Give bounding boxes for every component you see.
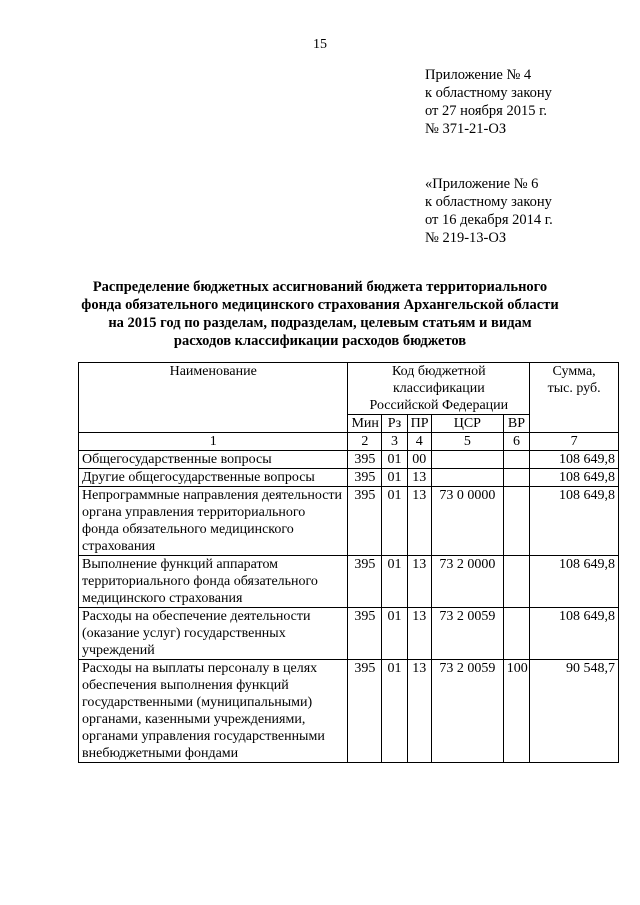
title-line2: фонда обязательного медицинского страхования Архангельской области bbox=[81, 297, 559, 313]
row-vr bbox=[503, 451, 529, 469]
column-number: 1 bbox=[79, 433, 348, 451]
table-row bbox=[79, 556, 619, 608]
title-line4: расходов классификации расходов бюджетов bbox=[173, 333, 467, 349]
row-pr: 13 bbox=[407, 556, 431, 608]
header-sum-line2: тыс. руб. bbox=[547, 381, 601, 396]
column-number: 3 bbox=[382, 433, 407, 451]
row-sum: 108 649,8 bbox=[530, 556, 619, 608]
row-name: Общегосударственные вопросы bbox=[79, 451, 348, 469]
budget-table bbox=[78, 362, 619, 763]
row-csr bbox=[431, 451, 503, 469]
row-name: Другие общегосударственные вопросы bbox=[79, 469, 348, 487]
header-min: Мин bbox=[348, 415, 382, 433]
row-rz: 01 bbox=[382, 451, 407, 469]
row-rz: 01 bbox=[382, 487, 407, 556]
row-csr: 73 0 0000 bbox=[431, 487, 503, 556]
annex-original-line4: № 219-13-ОЗ bbox=[425, 230, 507, 246]
annex-current-line4: № 371-21-ОЗ bbox=[425, 121, 507, 137]
table-row bbox=[79, 487, 619, 556]
row-pr: 13 bbox=[407, 660, 431, 763]
annex-original-line3: от 16 декабря 2014 г. bbox=[425, 212, 553, 228]
row-pr: 13 bbox=[407, 469, 431, 487]
row-name: Расходы на обеспечение деятельности (оказание услуг) государственных учреждений bbox=[79, 608, 348, 660]
column-number: 5 bbox=[431, 433, 503, 451]
annex-original-line1: «Приложение № 6 bbox=[425, 176, 539, 192]
table-row bbox=[79, 451, 619, 469]
annex-current-law bbox=[425, 66, 552, 138]
header-csr: ЦСР bbox=[431, 415, 503, 433]
column-number: 4 bbox=[407, 433, 431, 451]
title-line1: Распределение бюджетных ассигнований бюджета территориального bbox=[92, 279, 548, 295]
annex-current-line1: Приложение № 4 bbox=[425, 67, 532, 83]
row-name: Непрограммные направления деятельности органа управления территориального фонда обязательного медицинского страхования bbox=[79, 487, 348, 556]
header-vr: ВР bbox=[503, 415, 529, 433]
row-min: 395 bbox=[348, 660, 382, 763]
row-rz: 01 bbox=[382, 556, 407, 608]
annex-original-line2: к областному закону bbox=[425, 194, 552, 210]
row-csr bbox=[431, 469, 503, 487]
column-number: 7 bbox=[530, 433, 619, 451]
row-vr bbox=[503, 608, 529, 660]
row-sum: 90 548,7 bbox=[530, 660, 619, 763]
row-pr: 00 bbox=[407, 451, 431, 469]
column-numbers-row bbox=[79, 433, 619, 451]
table-row bbox=[79, 608, 619, 660]
header-pr: ПР bbox=[407, 415, 431, 433]
row-name: Выполнение функций аппаратом территориального фонда обязательного медицинского страхования bbox=[79, 556, 348, 608]
row-sum: 108 649,8 bbox=[530, 608, 619, 660]
row-vr bbox=[503, 487, 529, 556]
header-name: Наименование bbox=[79, 363, 348, 433]
column-number: 6 bbox=[503, 433, 529, 451]
table-header-row bbox=[79, 363, 619, 415]
row-vr bbox=[503, 469, 529, 487]
row-name: Расходы на выплаты персоналу в целях обеспечения выполнения функций государственными (муниципальными) органами, казенными учреждениями, органами управления государственными внебюджетными фондами bbox=[79, 660, 348, 763]
row-csr: 73 2 0059 bbox=[431, 608, 503, 660]
row-min: 395 bbox=[348, 608, 382, 660]
row-rz: 01 bbox=[382, 469, 407, 487]
row-min: 395 bbox=[348, 451, 382, 469]
table-row bbox=[79, 469, 619, 487]
header-code-line2: классификации bbox=[392, 381, 485, 396]
table-row bbox=[79, 660, 619, 763]
row-sum: 108 649,8 bbox=[530, 451, 619, 469]
row-min: 395 bbox=[348, 556, 382, 608]
row-sum: 108 649,8 bbox=[530, 469, 619, 487]
row-pr: 13 bbox=[407, 487, 431, 556]
column-number: 2 bbox=[348, 433, 382, 451]
row-csr: 73 2 0059 bbox=[431, 660, 503, 763]
annex-original-law bbox=[425, 175, 553, 247]
document-title bbox=[60, 278, 580, 350]
header-rz: Рз bbox=[382, 415, 407, 433]
page-number: 15 bbox=[313, 37, 327, 52]
row-min: 395 bbox=[348, 469, 382, 487]
annex-current-line3: от 27 ноября 2015 г. bbox=[425, 103, 548, 119]
row-vr: 100 bbox=[503, 660, 529, 763]
header-sum-line1: Сумма, bbox=[552, 364, 596, 379]
row-rz: 01 bbox=[382, 660, 407, 763]
header-code bbox=[348, 363, 530, 415]
title-line3: на 2015 год по разделам, подразделам, целевым статьям и видам bbox=[108, 315, 532, 331]
header-code-line3: Российской Федерации bbox=[369, 398, 509, 413]
row-min: 395 bbox=[348, 487, 382, 556]
annex-current-line2: к областному закону bbox=[425, 85, 552, 101]
row-rz: 01 bbox=[382, 608, 407, 660]
row-sum: 108 649,8 bbox=[530, 487, 619, 556]
header-sum bbox=[530, 363, 619, 433]
row-csr: 73 2 0000 bbox=[431, 556, 503, 608]
header-code-line1: Код бюджетной bbox=[391, 364, 486, 379]
row-pr: 13 bbox=[407, 608, 431, 660]
row-vr bbox=[503, 556, 529, 608]
